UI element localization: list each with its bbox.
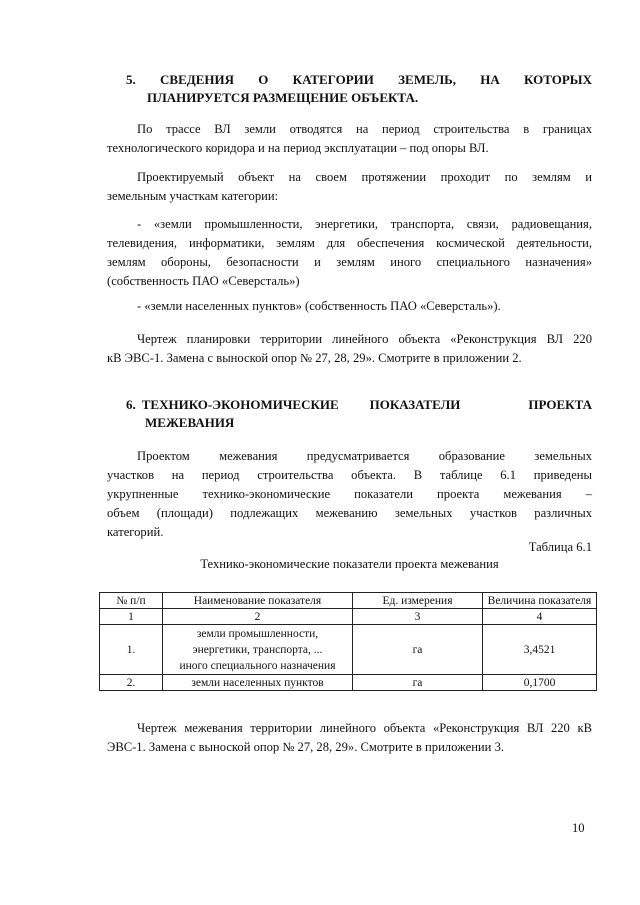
closing-paragraph xyxy=(107,719,592,757)
section-6-paragraph xyxy=(107,447,592,542)
table-cell xyxy=(163,625,353,675)
table-row xyxy=(100,675,597,691)
heading-word: ТЕХНИКО-ЭКОНОМИЧЕСКИЕ xyxy=(141,397,339,412)
section-5-number: 5. xyxy=(126,72,136,87)
text-line: ЭВС-1. Замена с выноской опор № 27, 28, 29». Смотрите в приложении 3. xyxy=(107,740,505,754)
section-5-paragraph-3 xyxy=(107,330,592,368)
heading-word: ПОКАЗАТЕЛИ xyxy=(369,397,461,412)
section-5-heading xyxy=(126,72,592,106)
table-label: Таблица 6.1 xyxy=(528,540,592,554)
text-line: Проектом межевания предусматривается образование земельных xyxy=(137,449,592,463)
section-6-heading-line2: МЕЖЕВАНИЯ xyxy=(145,415,235,430)
heading-word: КОТОРЫХ xyxy=(524,72,592,87)
heading-word: ПРОЕКТА xyxy=(528,397,592,412)
text-line: Проектируемый объект на своем протяжении проходит по землям и xyxy=(137,170,592,184)
table-number-row xyxy=(100,609,597,625)
text-line: землям обороны, безопасности и землям иного специального назначения» xyxy=(107,255,592,269)
cell-line: энергетики, транспорта, ... xyxy=(192,643,323,656)
table-cell: 3 xyxy=(353,609,483,625)
table-header-row xyxy=(100,593,597,609)
table-cell: 0,1700 xyxy=(483,675,597,691)
table-cell: 4 xyxy=(483,609,597,625)
table-cell: 2 xyxy=(163,609,353,625)
text-line: (собственность ПАО «Северсталь») xyxy=(107,274,300,288)
text-line: Чертеж планировки территории линейного объекта «Реконструкция ВЛ 220 xyxy=(137,332,592,346)
section-6-heading xyxy=(126,397,592,431)
section-5-bullet-1 xyxy=(107,215,592,291)
heading-word: О xyxy=(258,72,269,87)
table-header-cell: Ед. измерения xyxy=(353,593,483,609)
section-5-paragraph-1 xyxy=(107,120,592,158)
cell-line: земли промышленности, xyxy=(196,627,319,640)
table-header-cell: № п/п xyxy=(100,593,163,609)
heading-word: КАТЕГОРИИ xyxy=(292,72,374,87)
table-row xyxy=(100,625,597,675)
table-cell: 2. xyxy=(100,675,163,691)
section-5-bullet-2: - «земли населенных пунктов» (собственность ПАО «Северсталь»). xyxy=(137,299,501,313)
cell-line: иного специального назначения xyxy=(179,659,336,672)
table-cell: 1 xyxy=(100,609,163,625)
text-line: категорий. xyxy=(107,525,164,539)
text-line: земельным участкам категории: xyxy=(107,189,279,203)
heading-word: НА xyxy=(480,72,500,87)
text-line: Чертеж межевания территории линейного объекта «Реконструкция ВЛ 220 кВ xyxy=(137,721,592,735)
table-header-cell: Наименование показателя xyxy=(163,593,353,609)
text-line: - «земли промышленности, энергетики, транспорта, связи, радиовещания, xyxy=(137,217,592,231)
table-cell: земли населенных пунктов xyxy=(163,675,353,691)
indicators-table xyxy=(99,592,597,691)
text-line: телевидения, информатики, землям для обеспечения космической деятельности, xyxy=(107,236,592,250)
text-line: По трассе ВЛ земли отводятся на период строительства в границах xyxy=(137,122,592,136)
table-cell: га xyxy=(353,675,483,691)
heading-word: СВЕДЕНИЯ xyxy=(160,72,234,87)
text-line: укрупненные технико-экономические показатели проекта межевания – xyxy=(107,487,592,501)
section-6-number: 6. xyxy=(126,397,136,412)
table-cell: 3,4521 xyxy=(483,625,597,675)
table-cell: 1. xyxy=(100,625,163,675)
table-cell: га xyxy=(353,625,483,675)
table-header-cell: Величина показателя xyxy=(483,593,597,609)
table-caption: Технико-экономические показатели проекта межевания xyxy=(200,557,499,571)
text-line: участков на период строительства объекта. В таблице 6.1 приведены xyxy=(107,468,592,482)
text-line: объем (площади) подлежащих межеванию земельных участков различных xyxy=(107,506,592,520)
text-line: технологического коридора и на период эксплуатации – под опоры ВЛ. xyxy=(107,141,489,155)
section-6-heading-line1 xyxy=(126,397,592,413)
heading-word: ЗЕМЕЛЬ, xyxy=(398,72,456,87)
section-5-paragraph-2 xyxy=(107,168,592,206)
section-5-heading-line1 xyxy=(126,72,592,88)
page-number: 10 xyxy=(572,821,585,835)
text-line: кВ ЭВС-1. Замена с выноской опор № 27, 28, 29». Смотрите в приложении 2. xyxy=(107,351,522,365)
section-5-heading-line2: ПЛАНИРУЕТСЯ РАЗМЕЩЕНИЕ ОБЪЕКТА. xyxy=(147,90,419,105)
